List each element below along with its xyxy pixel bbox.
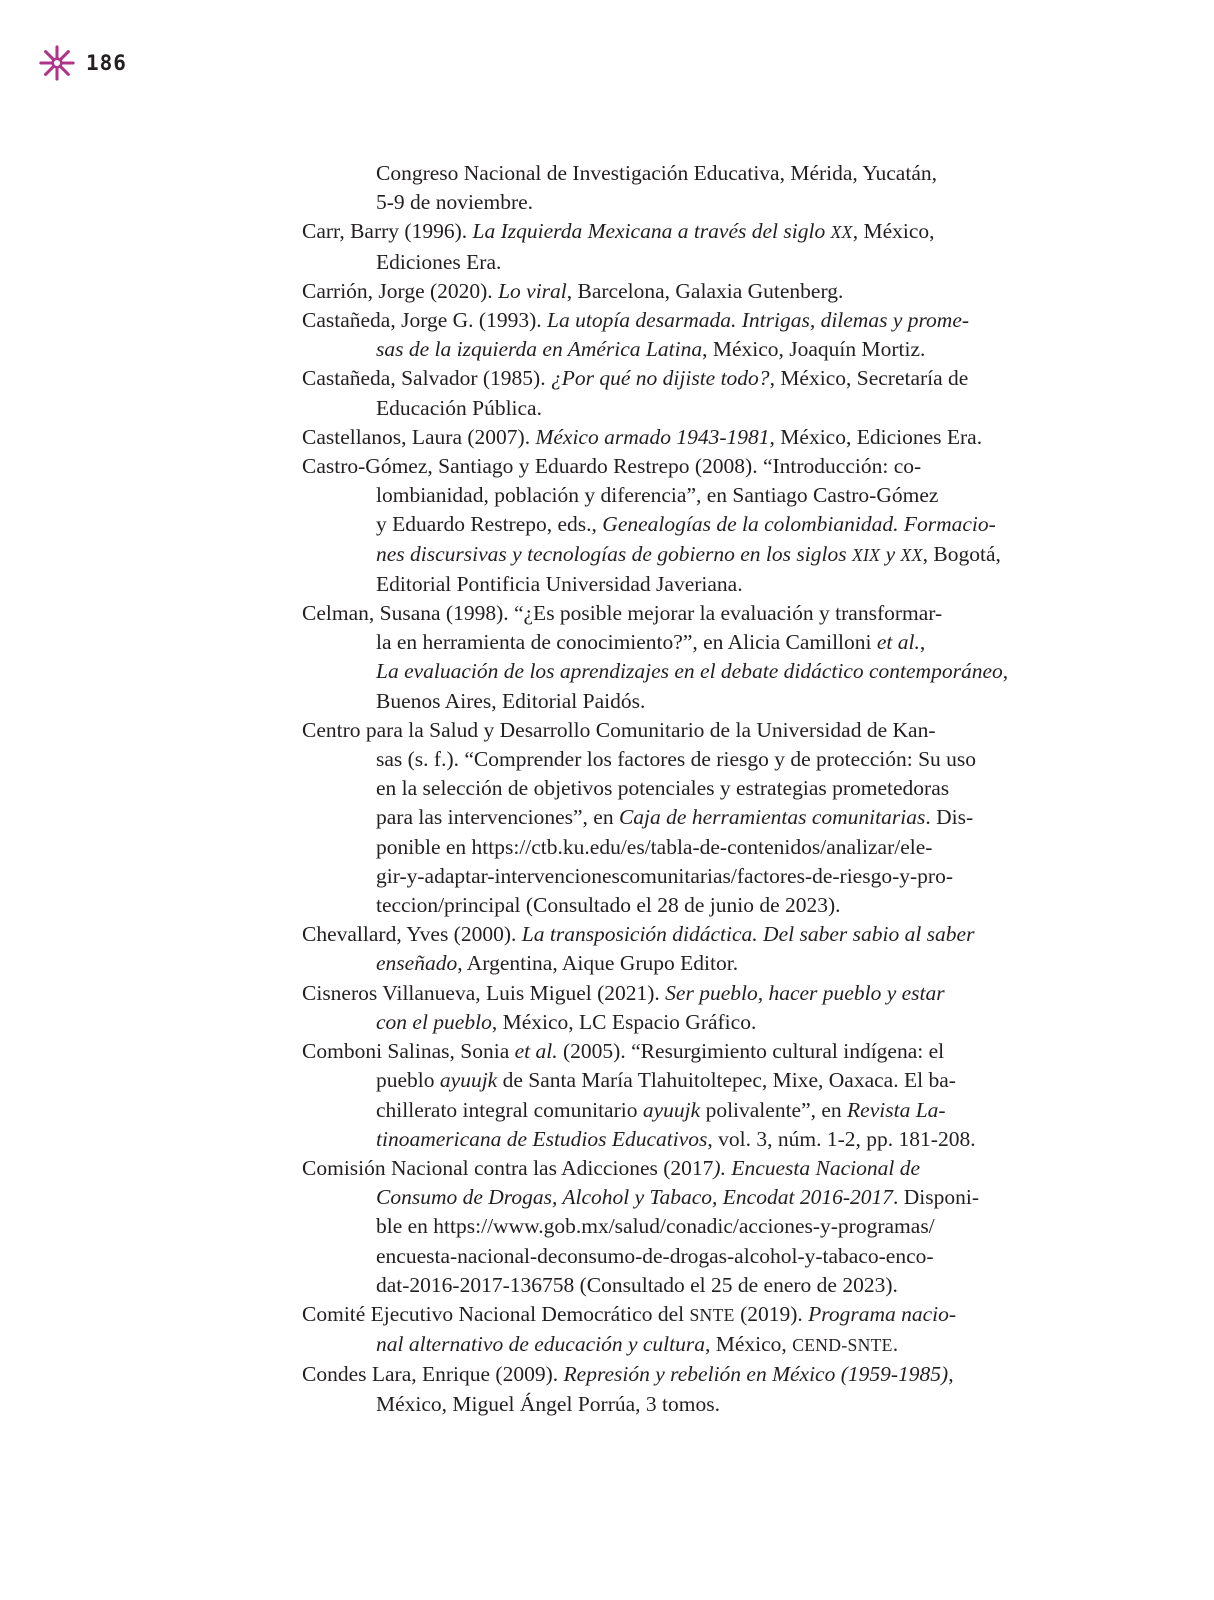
reference-title-text: ). Encuesta Nacional de <box>713 1155 920 1180</box>
reference-title-text: La evaluación de los aprendizajes en el debate didáctico contemporáneo <box>376 659 1003 684</box>
reference-text: para las intervenciones”, en <box>376 805 619 830</box>
reference-line <box>376 248 1062 277</box>
reference-text: encuesta-nacional-deconsumo-de-drogas-alcohol-y-tabaco-enco- <box>376 1243 934 1268</box>
reference-text: ble en https://www.gob.mx/salud/conadic/acciones-y-programas/ <box>376 1214 935 1239</box>
reference-text: Buenos Aires, Editorial Paidós. <box>376 688 646 713</box>
reference-line <box>376 1271 1062 1300</box>
reference-text: 5-9 de noviembre. <box>376 190 534 215</box>
reference-text: . <box>892 1332 899 1357</box>
reference-text: chillerato integral comunitario <box>376 1097 643 1122</box>
reference-entry <box>302 1300 1062 1360</box>
asterisk-star-icon <box>38 44 76 82</box>
reference-text: , <box>919 630 926 655</box>
reference-text: , <box>948 1362 954 1387</box>
reference-line <box>376 657 1062 686</box>
reference-entry <box>302 159 1062 217</box>
reference-line <box>302 1300 1062 1330</box>
reference-text: , Barcelona, Galaxia Gutenberg. <box>566 278 844 303</box>
reference-text: , México, LC Espacio Gráfico. <box>491 1009 757 1034</box>
reference-title-text: et al. <box>876 630 920 655</box>
reference-title-text: nes discursivas y tecnologías de gobierno en los siglos <box>376 541 852 566</box>
references-list <box>302 159 1062 1419</box>
reference-title-text: Ser pueblo, hacer pueblo y estar <box>665 980 945 1005</box>
reference-text: pueblo <box>376 1068 440 1093</box>
reference-line <box>376 1096 1062 1125</box>
reference-text: la en herramienta de conocimiento?”, en Alicia Camilloni <box>376 630 877 655</box>
reference-title-text: La Izquierda Mexicana a través del siglo <box>472 219 831 244</box>
reference-text: teccion/principal (Consultado el 28 de junio de 2023). <box>376 893 841 918</box>
reference-line <box>302 599 1062 628</box>
reference-text: , México, Secretaría de <box>769 366 969 391</box>
reference-entry <box>302 979 1062 1037</box>
reference-line <box>376 1125 1062 1154</box>
reference-text: Condes Lara, Enrique (2009). <box>302 1362 564 1387</box>
reference-title-text: Revista La- <box>847 1097 946 1122</box>
reference-text: , Argentina, Aique Grupo Editor. <box>457 951 739 976</box>
reference-line <box>376 1066 1062 1095</box>
reference-title-text: ¿Por qué no dijiste todo? <box>550 366 770 391</box>
reference-entry <box>302 217 1062 276</box>
reference-line <box>376 745 1062 774</box>
reference-text: Carrión, Jorge (2020). <box>302 278 499 303</box>
reference-entry <box>302 1360 1062 1418</box>
reference-text: , Bogotá, <box>922 541 1001 566</box>
reference-text: Educación Pública. <box>376 395 542 420</box>
reference-text: Celman, Susana (1998). “¿Es posible mejorar la evaluación y transformar- <box>302 601 943 626</box>
reference-line <box>376 803 1062 832</box>
reference-title-text: La utopía desarmada. Intrigas, dilemas y prome- <box>547 308 970 333</box>
reference-entry <box>302 423 1062 452</box>
reference-text: y Eduardo Restrepo, eds., <box>376 512 603 537</box>
reference-text: Castellanos, Laura (2007). <box>302 424 536 449</box>
reference-text: , México, <box>852 219 935 244</box>
reference-text: Cisneros Villanueva, Luis Miguel (2021). <box>302 980 666 1005</box>
reference-text: lombianidad, población y diferencia”, en Santiago Castro-Gómez <box>376 483 939 508</box>
reference-text: Congreso Nacional de Investigación Educativa, Mérida, Yucatán, <box>376 161 937 185</box>
page-number: 186 <box>86 51 127 75</box>
reference-entry <box>302 716 1062 920</box>
reference-entry <box>302 1037 1062 1154</box>
reference-title-text: ayuujk <box>439 1068 498 1093</box>
reference-text: , México, Joaquín Mortiz. <box>702 337 926 362</box>
reference-line <box>376 570 1062 599</box>
reference-line <box>376 862 1062 891</box>
reference-line <box>376 394 1062 423</box>
reference-line <box>302 217 1062 247</box>
reference-title-text: con el pueblo <box>376 1009 492 1034</box>
reference-text: Castañeda, Salvador (1985). <box>302 366 551 391</box>
reference-entry <box>302 599 1062 716</box>
reference-text: SNTE <box>689 1304 735 1325</box>
reference-line <box>376 687 1062 716</box>
reference-line <box>376 833 1062 862</box>
reference-line <box>376 1330 1062 1360</box>
reference-line <box>376 891 1062 920</box>
reference-text: sas (s. f.). “Comprender los factores de riesgo y de protección: Su uso <box>376 747 977 772</box>
reference-line <box>376 481 1062 510</box>
reference-text: Ediciones Era. <box>376 249 502 274</box>
reference-text: Comboni Salinas, Sonia <box>302 1039 515 1064</box>
reference-text: Carr, Barry (1996). <box>302 219 473 244</box>
reference-title-text: La transposición didáctica. Del saber sabio al saber <box>521 922 975 947</box>
reference-line <box>302 364 1062 393</box>
reference-line <box>302 452 1062 481</box>
reference-line <box>376 1212 1062 1241</box>
reference-title-text: sas de la izquierda en América Latina <box>376 337 703 362</box>
reference-text: , México, Ediciones Era. <box>769 424 983 449</box>
reference-title-text: XX <box>830 222 853 243</box>
reference-line <box>376 510 1062 539</box>
reference-text: Castro-Gómez, Santiago y Eduardo Restrepo (2008). “Introducción: co- <box>302 454 922 479</box>
reference-text: Comité Ejecutivo Nacional Democrático del <box>302 1301 690 1326</box>
reference-text: México, Miguel Ángel Porrúa, 3 tomos. <box>376 1391 720 1416</box>
reference-line <box>302 277 1062 306</box>
reference-text: Chevallard, Yves (2000). <box>302 922 522 947</box>
reference-text: . Disponi- <box>892 1185 979 1210</box>
reference-text: , vol. 3, núm. 1-2, pp. 181-208. <box>707 1126 976 1151</box>
reference-line <box>302 423 1062 452</box>
reference-line <box>376 1390 1062 1419</box>
reference-text: CEND-SNTE <box>792 1335 893 1356</box>
reference-line <box>302 1037 1062 1066</box>
reference-line <box>376 628 1062 657</box>
page-header <box>38 44 127 82</box>
reference-text: (2005). “Resurgimiento cultural indígena: el <box>557 1039 945 1064</box>
reference-line <box>302 920 1062 949</box>
reference-title-text: XIX <box>851 544 881 565</box>
reference-text: de Santa María Tlahuitoltepec, Mixe, Oaxaca. El ba- <box>497 1068 956 1093</box>
reference-title-text: ayuujk <box>642 1097 701 1122</box>
reference-text: Comisión Nacional contra las Adicciones (2017 <box>302 1155 714 1180</box>
reference-line <box>376 540 1062 570</box>
reference-title-text: Programa nacio- <box>808 1301 957 1326</box>
reference-line <box>376 949 1062 978</box>
reference-line <box>376 1183 1062 1212</box>
reference-line <box>302 1154 1062 1183</box>
reference-entry <box>302 1154 1062 1300</box>
reference-line <box>302 1360 1062 1389</box>
reference-title-text: nal alternativo de educación y cultura <box>376 1332 705 1357</box>
reference-title-text: México armado 1943-1981 <box>535 424 770 449</box>
reference-entry <box>302 920 1062 978</box>
reference-line <box>376 774 1062 803</box>
reference-entry <box>302 364 1062 422</box>
reference-text: gir-y-adaptar-intervencionescomunitarias/factores-de-riesgo-y-pro- <box>376 863 953 888</box>
reference-entry <box>302 277 1062 306</box>
reference-title-text: Lo viral <box>498 278 567 303</box>
reference-title-text: y <box>880 541 901 566</box>
reference-line <box>376 188 1062 217</box>
reference-line <box>376 1242 1062 1271</box>
reference-text: , México, <box>705 1332 793 1357</box>
reference-text: , <box>1002 659 1009 684</box>
reference-text: Centro para la Salud y Desarrollo Comunitario de la Universidad de Kan- <box>302 717 936 742</box>
reference-entry <box>302 306 1062 364</box>
reference-text: Editorial Pontificia Universidad Javeriana. <box>376 571 743 596</box>
reference-line <box>302 979 1062 1008</box>
reference-line <box>376 1008 1062 1037</box>
reference-title-text: tinoamericana de Estudios Educativos <box>376 1126 708 1151</box>
reference-text: ponible en https://ctb.ku.edu/es/tabla-de-contenidos/analizar/ele- <box>376 834 933 859</box>
reference-text: polivalente”, en <box>700 1097 848 1122</box>
reference-title-text: Caja de herramientas comunitarias <box>618 805 926 830</box>
reference-title-text: et al. <box>514 1039 558 1064</box>
reference-text: en la selección de objetivos potenciales y estrategias prometedoras <box>376 776 950 801</box>
reference-entry <box>302 452 1062 599</box>
reference-title-text: enseñado <box>376 951 458 976</box>
reference-line <box>302 306 1062 335</box>
reference-text: (2019). <box>734 1301 809 1326</box>
reference-text: dat-2016-2017-136758 (Consultado el 25 de enero de 2023). <box>376 1272 898 1297</box>
reference-line <box>376 335 1062 364</box>
reference-title-text: Consumo de Drogas, Alcohol y Tabaco, Encodat 2016-2017 <box>376 1185 893 1210</box>
reference-title-text: XX <box>900 544 923 565</box>
reference-text: . Dis- <box>925 805 974 830</box>
reference-text: Castañeda, Jorge G. (1993). <box>302 308 548 333</box>
reference-line <box>376 159 1062 188</box>
reference-line <box>302 716 1062 745</box>
reference-title-text: Represión y rebelión en México (1959-1985) <box>563 1362 949 1387</box>
reference-title-text: Genealogías de la colombianidad. Formacio- <box>602 512 996 537</box>
